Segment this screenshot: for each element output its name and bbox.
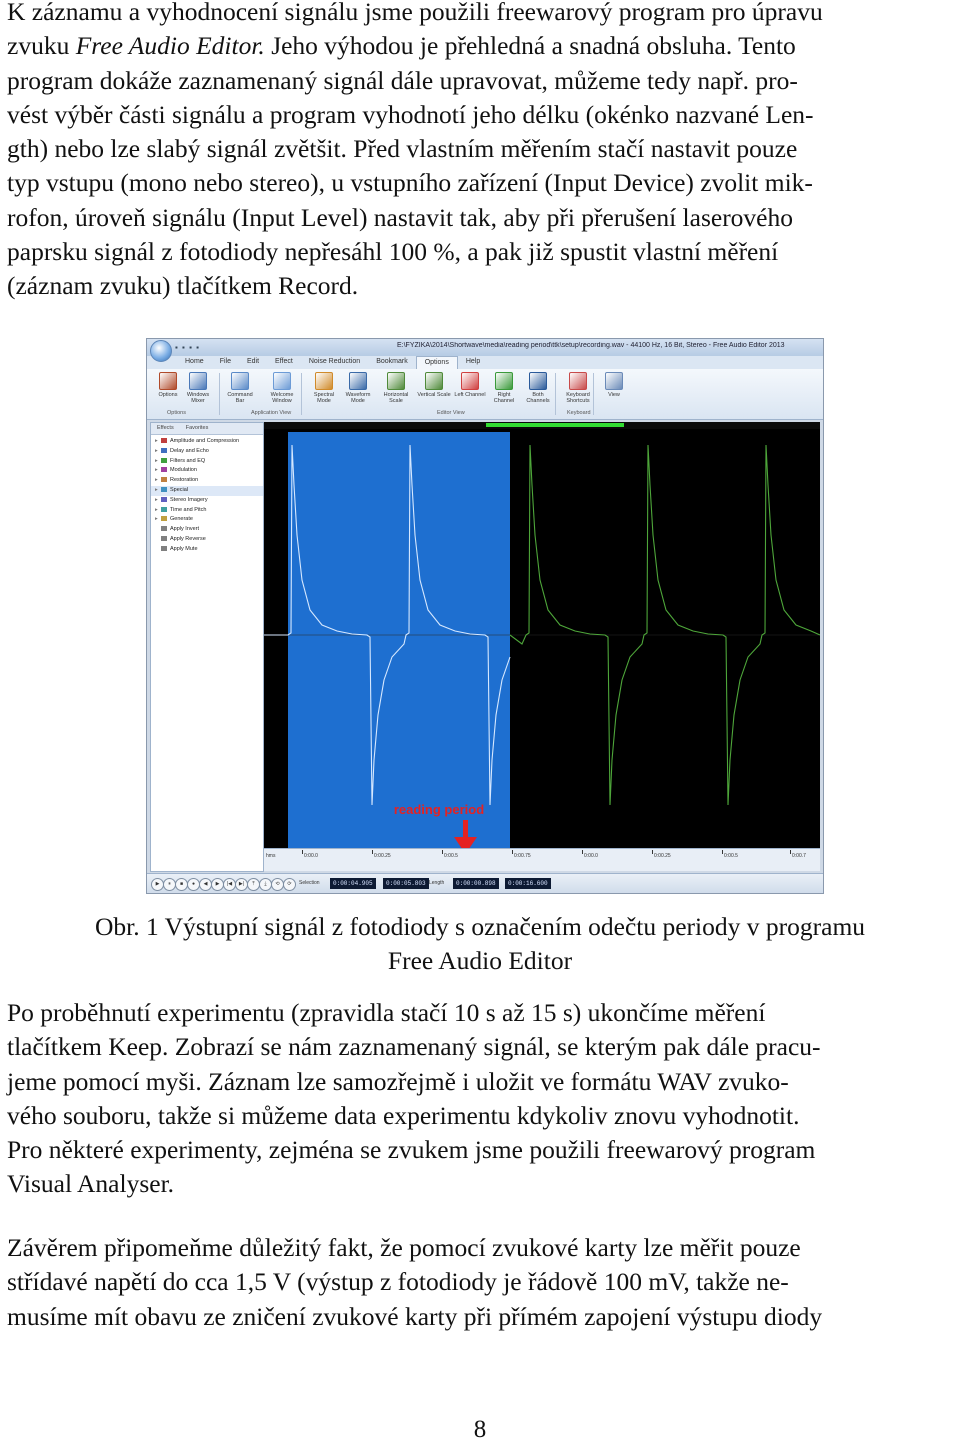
tree-item[interactable] — [151, 486, 263, 496]
expand-arrow-icon[interactable]: ▸ — [155, 457, 158, 464]
view-icon — [605, 372, 623, 390]
menu-item-file[interactable]: File — [219, 358, 231, 365]
expand-arrow-icon[interactable]: ▸ — [155, 477, 158, 484]
transport-button-icon[interactable]: ▶ — [211, 878, 224, 891]
quick-access-toolbar[interactable]: ▪ ▪ ▪ ▪ — [175, 343, 201, 352]
tree-item-label: Restoration — [170, 477, 199, 484]
ribbon-button-label: Command Bar — [227, 392, 253, 404]
axis-tick-label: 0:00.25 — [654, 853, 671, 859]
text-line: vého souboru, takže si můžeme data experimentu kdykoliv znovu vyhodnotit. — [7, 1100, 800, 1130]
tree-item[interactable] — [151, 515, 263, 525]
ribbon-group-label: Keyboard — [567, 410, 591, 416]
tree-item[interactable] — [151, 466, 263, 476]
ribbon-button-label: Windows Mixer — [186, 392, 210, 404]
ribbon-button-label: Right Channel — [493, 392, 515, 404]
ribbon-button-label: View — [608, 392, 620, 398]
axis-tick-mark — [652, 850, 653, 854]
spectral-mode-icon — [315, 372, 333, 390]
text-line: tlačítkem Keep. Zobrazí se nám zaznamenaný signál, se kterým pak dále pracu- — [7, 1032, 821, 1062]
ribbon-button-right-channel[interactable] — [487, 372, 521, 410]
page-number: 8 — [473, 1416, 487, 1443]
window-titlebar — [147, 339, 823, 356]
ribbon-button-options[interactable] — [151, 372, 185, 410]
effect-icon — [161, 467, 167, 472]
options-icon — [159, 372, 177, 390]
menu-item-bookmark[interactable]: Bookmark — [376, 358, 408, 365]
tree-item[interactable] — [151, 447, 263, 457]
axis-tick-label: 0:00.0 — [304, 853, 318, 859]
transport-button-icon[interactable]: ⤓ — [259, 878, 272, 891]
ribbon-separator — [555, 373, 556, 415]
transport-button-icon[interactable]: ◀ — [199, 878, 212, 891]
effect-icon — [161, 516, 167, 521]
transport-button-icon[interactable]: ⤒ — [247, 878, 260, 891]
caption-line: Obr. 1 Výstupní signál z fotodiody s označením odečtu periody v programu — [94, 912, 866, 941]
text-line: (záznam zvuku) tlačítkem Record. — [7, 271, 359, 301]
tree-item-label: Modulation — [170, 467, 197, 474]
tree-item[interactable] — [151, 476, 263, 486]
tree-item-label: Amplitude and Compression — [170, 438, 240, 444]
audio-editor-screenshot — [146, 338, 824, 894]
status-bar — [147, 873, 823, 894]
horizontal-scale-icon — [387, 372, 405, 390]
text-line: musíme mít obavu ze zničení zvukové karty při přímém zapojení výstupu diody — [7, 1301, 823, 1331]
text-line — [7, 29, 957, 63]
menu-item-home[interactable]: Home — [185, 358, 204, 365]
text-span: Jeho výhodou je přehledná a snadná obsluha. Tento — [264, 31, 796, 61]
ribbon-group-label: Options — [167, 410, 186, 416]
tree-item[interactable] — [151, 496, 263, 506]
expand-arrow-icon[interactable]: ▸ — [155, 506, 158, 513]
ribbon-button-vertical-scale[interactable] — [417, 372, 451, 410]
effect-icon — [161, 477, 167, 482]
text-line: rofon, úroveň signálu (Input Level) nastavit tak, aby při přerušení laserového — [7, 202, 794, 232]
text-span: zvuku — [7, 31, 76, 61]
transport-button-icon[interactable]: ▶| — [235, 878, 248, 891]
expand-arrow-icon[interactable]: ▸ — [155, 486, 158, 493]
waveform-mode-icon — [349, 372, 367, 390]
expand-arrow-icon[interactable]: ▸ — [155, 516, 158, 523]
axis-tick-label: 0:00.5 — [444, 853, 458, 859]
ribbon-separator — [301, 373, 302, 415]
windows-mixer-icon — [189, 372, 207, 390]
tree-item[interactable] — [151, 545, 263, 555]
menu-bar — [147, 356, 823, 369]
ribbon-button-label: Options — [158, 392, 178, 398]
ribbon-button-horizontal-scale[interactable] — [379, 372, 413, 410]
panel-tab-favorites[interactable]: Favorites — [185, 425, 209, 431]
text-line: typ vstupu (mono nebo stereo), u vstupního zařízení (Input Device) zvolit mik- — [7, 168, 813, 198]
waveform-trace — [510, 445, 820, 805]
ribbon-toolbar — [147, 369, 823, 420]
selection-region[interactable] — [288, 432, 510, 848]
axis-tick-label: 0:00.75 — [514, 853, 531, 859]
text-line: Visual Analyser. — [7, 1169, 175, 1199]
text-line: střídavé napětí do cca 1,5 V (výstup z fotodiody je řádově 100 mV, takže ne- — [7, 1267, 789, 1297]
paragraph-intro — [7, 0, 957, 304]
text-line: K záznamu a vyhodnocení signálu jsme použili freewarový program pro úpravu — [7, 0, 823, 26]
menu-item-edit[interactable]: Edit — [246, 358, 260, 365]
ribbon-button-left-channel[interactable] — [453, 372, 487, 410]
panel-tabs — [151, 423, 263, 435]
left-channel-icon — [461, 372, 479, 390]
axis-tick-mark — [722, 850, 723, 854]
vertical-scale-icon — [425, 372, 443, 390]
expand-arrow-icon[interactable]: ▸ — [155, 467, 158, 474]
waveform-canvas[interactable] — [264, 422, 820, 848]
both-channels-icon — [529, 372, 547, 390]
expand-arrow-icon[interactable]: ▸ — [155, 438, 158, 444]
ribbon-button-label: Left Channel — [454, 392, 486, 398]
effects-tree — [151, 437, 263, 555]
ribbon-button-welcome-window[interactable] — [265, 372, 299, 410]
selection-start-field[interactable]: 0:00:04.905 — [330, 878, 376, 889]
app-orb-icon[interactable] — [150, 340, 172, 362]
tree-item-label: Stereo Imagery — [170, 496, 208, 503]
effects-panel — [150, 422, 264, 872]
command-bar-icon — [231, 372, 249, 390]
waveform-editor[interactable] — [264, 422, 820, 870]
expand-arrow-icon[interactable]: ▸ — [155, 447, 158, 454]
effect-icon — [161, 526, 167, 531]
length-field[interactable]: 0:00:00.898 — [453, 878, 499, 889]
axis-tick-label: 0:00.5 — [724, 853, 738, 859]
ribbon-button-keyboard-shortcuts[interactable] — [561, 372, 595, 410]
figure-caption — [0, 910, 960, 978]
welcome-window-icon — [273, 372, 291, 390]
ribbon-group-label: Application View — [251, 410, 292, 416]
ribbon-button-label: Welcome Window — [270, 392, 294, 404]
selection-end-field[interactable]: 0:00:05.803 — [383, 878, 429, 889]
effect-icon — [161, 536, 167, 541]
effect-icon — [161, 487, 167, 492]
menu-item-help[interactable]: Help — [465, 358, 481, 365]
effect-icon — [161, 458, 167, 463]
ribbon-button-label: Vertical Scale — [417, 392, 451, 398]
tree-item-label: Delay and Echo — [170, 447, 209, 454]
caption-line: Free Audio Editor — [387, 946, 573, 975]
panel-tab-effects[interactable]: Effects — [157, 425, 174, 431]
ribbon-button-label: Both Channels — [526, 392, 550, 404]
paragraph-conclusion — [7, 1231, 957, 1334]
keyboard-shortcuts-icon — [569, 372, 587, 390]
axis-tick-mark — [512, 850, 513, 854]
ribbon-button-windows-mixer[interactable] — [181, 372, 215, 410]
text-line: Pro některé experimenty, zejména se zvukem jsme použili freewarový program — [7, 1135, 816, 1165]
text-line: program dokáže zaznamenaný signál dále upravovat, můžeme tedy např. pro- — [7, 65, 798, 95]
tree-item[interactable] — [151, 525, 263, 535]
ribbon-button-both-channels[interactable] — [521, 372, 555, 410]
text-line: paprsku signál z fotodiody nepřesáhl 100 %, a pak již spustit vlastní měření — [7, 237, 779, 267]
reading-period-label: reading period — [393, 802, 485, 817]
tree-item-label: Generate — [170, 516, 193, 523]
axis-tick-mark — [372, 850, 373, 854]
window-title: E:\FYZIKA\2014\Shortwave\media\reading period\ttk\setup\recording.wav - 44100 Hz, 16 Bit, Stereo - Free Audio Editor 2013 — [397, 342, 785, 349]
axis-tick-mark — [442, 850, 443, 854]
axis-tick-label: 0:00.7 — [792, 853, 806, 859]
tree-item[interactable] — [151, 457, 263, 467]
overview-view-marker[interactable] — [486, 423, 624, 427]
program-name-italic: Free Audio Editor. — [75, 31, 265, 61]
selection-label: Selection — [299, 880, 320, 886]
paragraph-measurement — [7, 996, 957, 1202]
ribbon-button-label: Horizontal Scale — [383, 392, 409, 404]
axis-tick-mark — [582, 850, 583, 854]
time-axis — [264, 848, 820, 871]
axis-tick-label: 0:00.25 — [374, 853, 391, 859]
text-line: Závěrem připomeňme důležitý fakt, že pomocí zvukové karty lze měřit pouze — [7, 1233, 801, 1262]
transport-button-icon[interactable]: |◀ — [223, 878, 236, 891]
ribbon-button-label: Waveform Mode — [345, 392, 371, 404]
effect-icon — [161, 448, 167, 453]
tree-item-label: Time and Pitch — [170, 506, 207, 513]
ribbon-button-view[interactable] — [597, 372, 631, 410]
ribbon-separator — [219, 373, 220, 415]
ribbon-group-label: Editor View — [437, 410, 465, 416]
effect-icon — [161, 507, 167, 512]
tree-item-label: Apply Reverse — [170, 535, 206, 542]
tree-item-label: Apply Invert — [170, 526, 200, 533]
tree-item[interactable] — [151, 506, 263, 516]
ribbon-separator — [593, 373, 594, 415]
length-label: Length — [429, 880, 445, 886]
text-line: vést výběr části signálu a program vyhodnotí jeho délku (okénko nazvané Len- — [7, 99, 814, 129]
menu-item-effect[interactable]: Effect — [275, 358, 293, 365]
ribbon-button-waveform-mode[interactable] — [341, 372, 375, 410]
ribbon-button-label: Spectral Mode — [313, 392, 335, 404]
axis-tick-mark — [302, 850, 303, 854]
transport-button-icon[interactable]: ▶ — [151, 878, 164, 891]
transport-button-icon[interactable]: ⟳ — [283, 878, 296, 891]
tree-item-label: Apply Mute — [170, 545, 198, 552]
axis-tick-mark — [790, 850, 791, 854]
expand-arrow-icon[interactable]: ▸ — [155, 496, 158, 503]
tree-item-label: Filters and EQ — [170, 457, 206, 464]
effect-icon — [161, 438, 167, 443]
overview-strip[interactable] — [264, 422, 820, 429]
text-line: gth) nebo lze slabý signál zvětšit. Před vlastním měřením stačí nastavit pouze — [7, 134, 798, 164]
transport-button-icon[interactable]: ● — [187, 878, 200, 891]
text-line: jeme pomocí myši. Záznam lze samozřejmě i uložit ve formátu WAV zvuko- — [7, 1066, 789, 1096]
transport-button-icon[interactable]: ■ — [175, 878, 188, 891]
text-line: Po proběhnutí experimentu (zpravidla stačí 10 s až 15 s) ukončíme měření — [7, 998, 766, 1027]
tree-item[interactable] — [151, 437, 263, 447]
menu-item-options[interactable]: Options — [416, 356, 458, 369]
transport-button-icon[interactable]: ⟲ — [271, 878, 284, 891]
axis-unit: hms — [266, 853, 276, 859]
tree-item-label: Special — [170, 486, 189, 493]
ribbon-button-label: Keyboard Shortcuts — [566, 392, 590, 404]
effect-icon — [161, 497, 167, 502]
menu-item-noise-reduction[interactable]: Noise Reduction — [308, 358, 361, 365]
tree-item[interactable] — [151, 535, 263, 545]
transport-button-icon[interactable]: ⏸ — [163, 878, 176, 891]
total-length-field[interactable]: 0:00:16.600 — [505, 878, 551, 889]
ribbon-button-spectral-mode[interactable] — [307, 372, 341, 410]
effect-icon — [161, 546, 167, 551]
axis-tick-label: 0:00.0 — [584, 853, 598, 859]
ribbon-button-command-bar[interactable] — [223, 372, 257, 410]
right-channel-icon — [495, 372, 513, 390]
